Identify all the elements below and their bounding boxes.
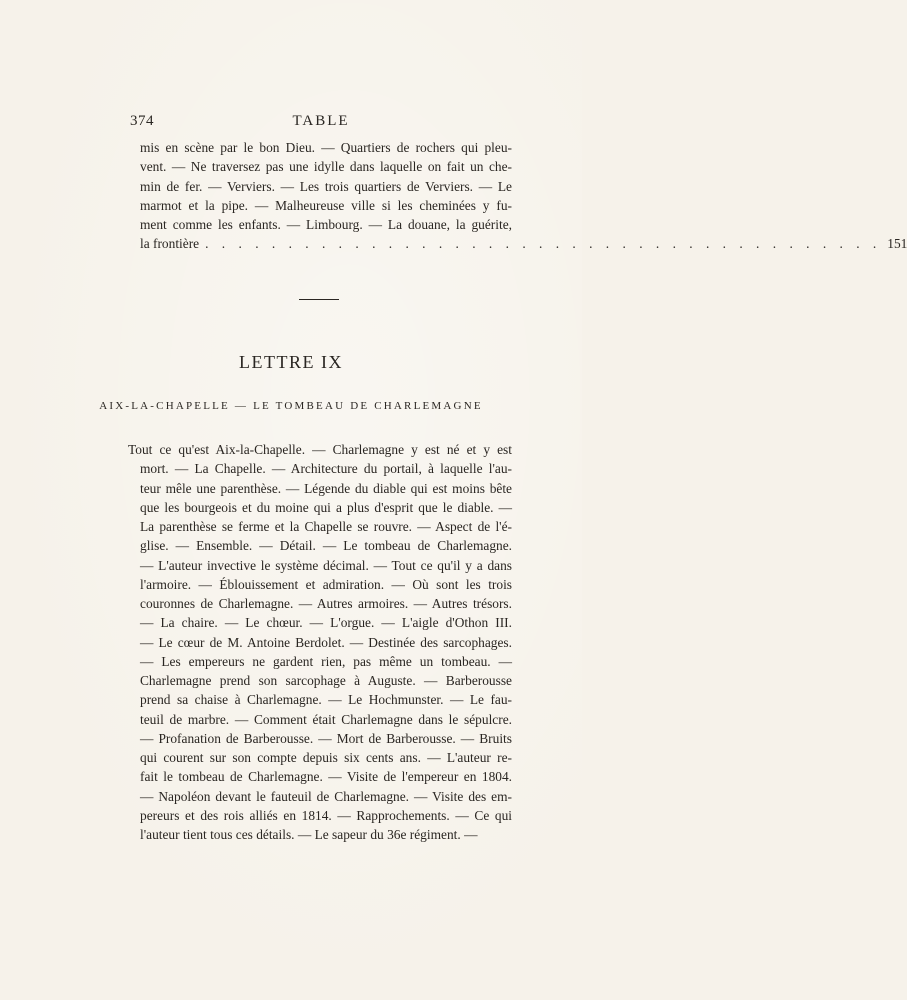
chapter-summary xyxy=(128,440,512,844)
running-title: TABLE xyxy=(292,113,350,129)
summary-line: vent. — Ne traversez pas une idylle dans laquelle on fait un che- xyxy=(140,159,512,175)
chapter-summary-line: La parenthèse se ferme et la Chapelle se rouvre. — Aspect de l'é- xyxy=(140,519,512,534)
section-divider xyxy=(299,299,339,300)
chapter-summary-line: — Les empereurs ne gardent rien, pas même un tombeau. — xyxy=(140,653,512,669)
chapter-summary-line: fait le tombeau de Charlemagne. — Visite de l'empereur en 1804. xyxy=(140,769,512,785)
chapter-summary-line: qui courent sur son compte depuis six cents ans. — L'auteur re- xyxy=(140,750,512,765)
summary-line: ment comme les enfants. — Limbourg. — La douane, la guérite, xyxy=(140,217,512,233)
chapter-summary-line: Charlemagne prend son sarcophage à Auguste. — Barberousse xyxy=(140,673,512,688)
toc-entry xyxy=(140,234,907,253)
chapter-summary-line: l'auteur tient tous ces détails. — Le sapeur du 36e régiment. — xyxy=(140,827,478,842)
previous-letter-summary xyxy=(140,138,907,254)
chapter-summary-line: teur mêle une parenthèse. — Légende du diable qui est moins bête xyxy=(140,480,512,496)
chapter-summary-line: mort. — La Chapelle. — Architecture du portail, à laquelle l'au- xyxy=(140,461,512,477)
chapter-summary-line: que les bourgeois et du moine qui a plus d'esprit que le diable. — xyxy=(140,499,512,515)
chapter-title: LETTRE IX xyxy=(239,352,343,372)
chapter-summary-line: teuil de marbre. — Comment était Charlemagne dans le sépulcre. xyxy=(140,711,512,727)
chapter-summary-line: — Profanation de Barberousse. — Mort de Barberousse. — Bruits xyxy=(140,730,512,746)
toc-leader-dots: . . . . . . . . . . . . . . . . . . . . . . . . . . . . . . . . . . . . . . . . . xyxy=(205,236,882,252)
summary-line: min de fer. — Verviers. — Les trois quartiers de Verviers. — Le xyxy=(140,178,512,194)
page-number: 374 xyxy=(130,113,154,129)
chapter-summary-line: couronnes de Charlemagne. — Autres armoires. — Autres trésors. xyxy=(140,596,512,611)
chapter-summary-line: glise. — Ensemble. — Détail. — Le tombeau de Charlemagne. xyxy=(140,538,512,554)
chapter-summary-line: — La chaire. — Le chœur. — L'orgue. — L'aigle d'Othon III. xyxy=(140,615,512,631)
summary-line: mis en scène par le bon Dieu. — Quartiers de rochers qui pleu- xyxy=(140,140,512,155)
chapter-subtitle: AIX-LA-CHAPELLE — LE TOMBEAU DE CHARLEMAGNE xyxy=(99,400,483,412)
chapter-summary-line: — Napoléon devant le fauteuil de Charlemagne. — Visite des em- xyxy=(140,788,512,804)
toc-page-number: 151 xyxy=(887,236,907,252)
chapter-summary-line: prend sa chaise à Charlemagne. — Le Hochmunster. — Le fau- xyxy=(140,692,512,708)
summary-line: marmot et la pipe. — Malheureuse ville si les cheminées y fu- xyxy=(140,197,512,213)
toc-entry-text: la frontière xyxy=(140,236,200,252)
chapter-summary-line: pereurs et des rois alliés en 1814. — Rapprochements. — Ce qui xyxy=(140,807,512,823)
chapter-summary-line: — Le cœur de M. Antoine Berdolet. — Destinée des sarcophages. xyxy=(140,634,512,650)
page-header xyxy=(130,113,512,133)
chapter-summary-line: — L'auteur invective le système décimal. — Tout ce qu'il y a dans xyxy=(140,557,512,573)
chapter-summary-line: l'armoire. — Éblouissement et admiration. — Où sont les trois xyxy=(140,576,512,592)
chapter-summary-line: Tout ce qu'est Aix-la-Chapelle. — Charlemagne y est né et y est xyxy=(128,442,512,457)
